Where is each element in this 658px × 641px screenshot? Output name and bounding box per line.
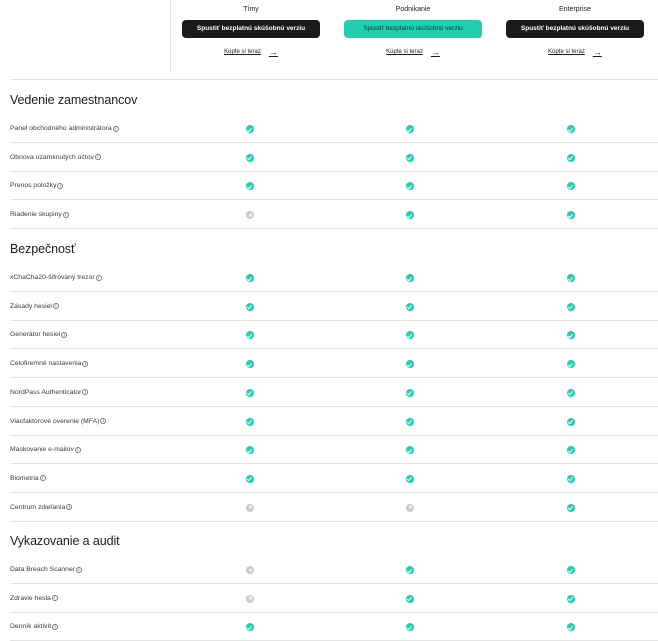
start-free-trial-button[interactable]: Spustiť bezplatnú skúšobnú verziu xyxy=(182,20,320,38)
check-icon xyxy=(246,274,254,282)
info-icon[interactable]: i xyxy=(113,126,119,132)
feature-label-text: Centrum zdieľania xyxy=(10,503,66,511)
info-icon[interactable]: i xyxy=(95,154,101,160)
info-icon[interactable]: i xyxy=(96,275,102,281)
check-icon xyxy=(246,623,254,631)
feature-label xyxy=(10,274,102,281)
feature-label xyxy=(10,446,81,453)
cross-icon xyxy=(246,566,254,574)
check-icon xyxy=(246,389,254,397)
info-icon[interactable]: i xyxy=(52,624,58,630)
check-icon xyxy=(406,623,414,631)
check-icon xyxy=(406,446,414,454)
feature-row xyxy=(10,350,658,378)
feature-label-text: Biometria xyxy=(10,474,39,482)
info-icon[interactable]: i xyxy=(61,332,67,338)
info-icon[interactable]: i xyxy=(82,361,88,367)
feature-label-text: Panel obchodného administrátora xyxy=(10,125,112,132)
check-icon xyxy=(567,303,575,311)
check-icon xyxy=(567,125,575,133)
check-icon xyxy=(246,303,254,311)
info-icon[interactable]: i xyxy=(76,567,82,573)
check-icon xyxy=(406,125,414,133)
check-icon xyxy=(246,125,254,133)
check-icon xyxy=(567,475,575,483)
feature-label xyxy=(10,504,72,511)
section-title: Vedenie zamestnancov xyxy=(10,93,138,107)
feature-row xyxy=(10,144,658,172)
arrow-right-icon: → xyxy=(430,47,440,57)
check-icon xyxy=(406,182,414,190)
buy-now-label: Kúpte si teraz xyxy=(224,49,261,55)
buy-now-link[interactable] xyxy=(224,47,278,57)
feature-row xyxy=(10,494,658,522)
feature-row xyxy=(10,115,658,143)
feature-row xyxy=(10,172,658,200)
check-icon xyxy=(246,360,254,368)
feature-label-text: Obnova uzamknutých účtov xyxy=(10,153,94,161)
plan-column-podnikanie xyxy=(332,0,494,72)
feature-label xyxy=(10,418,106,425)
check-icon xyxy=(406,211,414,219)
feature-label xyxy=(10,595,58,602)
feature-label xyxy=(10,125,119,132)
info-icon[interactable]: i xyxy=(82,389,88,395)
buy-now-label: Kúpte si teraz xyxy=(548,49,585,55)
check-icon xyxy=(246,418,254,426)
info-icon[interactable]: i xyxy=(52,595,58,601)
check-icon xyxy=(406,274,414,282)
feature-label-text: Zdravie hesla xyxy=(10,594,51,602)
feature-row xyxy=(10,379,658,407)
info-icon[interactable]: i xyxy=(40,475,46,481)
check-icon xyxy=(406,389,414,397)
start-free-trial-button[interactable]: Spustiť bezplatnú skúšobnú verziu xyxy=(344,20,482,38)
check-icon xyxy=(406,303,414,311)
feature-label xyxy=(10,154,101,161)
feature-label xyxy=(10,389,88,396)
section-title: Vykazovanie a audit xyxy=(10,534,120,548)
feature-row xyxy=(10,293,658,321)
feature-row xyxy=(10,465,658,493)
feature-label-text: Riadenie skupiny xyxy=(10,211,62,219)
feature-label xyxy=(10,331,67,338)
info-icon[interactable]: i xyxy=(66,504,72,510)
info-icon[interactable]: i xyxy=(53,303,59,309)
feature-label-text: Generátor hesiel xyxy=(10,331,61,339)
feature-row xyxy=(10,321,658,349)
header-bottom-divider xyxy=(10,79,658,80)
buy-now-link[interactable] xyxy=(386,47,440,57)
check-icon xyxy=(406,360,414,368)
feature-row xyxy=(10,201,658,229)
feature-label xyxy=(10,475,46,482)
feature-row xyxy=(10,264,658,292)
feature-label-text: Data Breach Scanner xyxy=(10,566,75,573)
feature-label-text: Celofiremné nastavenia xyxy=(10,360,82,368)
feature-row xyxy=(10,585,658,613)
check-icon xyxy=(567,389,575,397)
cross-icon xyxy=(246,595,254,603)
feature-label-text: Maskovanie e-mailov xyxy=(10,446,74,454)
check-icon xyxy=(246,331,254,339)
feature-label-text: NordPass Authenticator xyxy=(10,388,82,396)
feature-label-text: Zásady hesiel xyxy=(10,302,52,310)
check-icon xyxy=(567,331,575,339)
feature-label-text: Prenos položky xyxy=(10,182,57,190)
feature-row xyxy=(10,556,658,584)
feature-label-text: Denník aktivít xyxy=(10,623,52,631)
check-icon xyxy=(567,446,575,454)
check-icon xyxy=(567,623,575,631)
check-icon xyxy=(246,154,254,162)
feature-label xyxy=(10,182,63,189)
check-icon xyxy=(406,566,414,574)
feature-row xyxy=(10,613,658,641)
buy-now-label: Kúpte si teraz xyxy=(386,49,423,55)
arrow-right-icon: → xyxy=(592,47,602,57)
feature-label xyxy=(10,211,69,218)
arrow-right-icon: → xyxy=(268,47,278,57)
plan-name: Podnikanie xyxy=(395,6,431,13)
check-icon xyxy=(406,418,414,426)
check-icon xyxy=(246,182,254,190)
cross-icon xyxy=(246,504,254,512)
feature-label-text: Viacfaktorové overenie (MFA) xyxy=(10,417,100,425)
cross-icon xyxy=(246,211,254,219)
plan-column-enterprise xyxy=(494,0,656,72)
feature-label xyxy=(10,303,59,310)
check-icon xyxy=(246,446,254,454)
check-icon xyxy=(567,211,575,219)
info-icon[interactable]: i xyxy=(75,447,81,453)
plan-name: Enterprise xyxy=(559,6,591,13)
check-icon xyxy=(567,154,575,162)
plan-column-timy xyxy=(170,0,332,72)
info-icon[interactable]: i xyxy=(100,418,106,424)
info-icon[interactable]: i xyxy=(63,212,69,218)
check-icon xyxy=(567,360,575,368)
plan-header xyxy=(0,0,658,72)
feature-label xyxy=(10,360,88,367)
check-icon xyxy=(567,595,575,603)
feature-label-text: xChaCha20-šifrovaný trezor xyxy=(10,274,95,281)
check-icon xyxy=(406,331,414,339)
check-icon xyxy=(567,418,575,426)
feature-row xyxy=(10,408,658,436)
check-icon xyxy=(567,566,575,574)
feature-row xyxy=(10,436,658,464)
check-icon xyxy=(567,274,575,282)
check-icon xyxy=(406,154,414,162)
info-icon[interactable]: i xyxy=(57,183,63,189)
feature-label xyxy=(10,623,58,630)
check-icon xyxy=(246,475,254,483)
section-title: Bezpečnosť xyxy=(10,242,76,256)
check-icon xyxy=(406,475,414,483)
check-icon xyxy=(567,504,575,512)
start-free-trial-button[interactable]: Spustiť bezplatnú skúšobnú verziu xyxy=(506,20,644,38)
cross-icon xyxy=(406,504,414,512)
check-icon xyxy=(567,182,575,190)
buy-now-link[interactable] xyxy=(548,47,602,57)
feature-label xyxy=(10,566,82,573)
plan-name: Tímy xyxy=(243,6,259,13)
check-icon xyxy=(406,595,414,603)
